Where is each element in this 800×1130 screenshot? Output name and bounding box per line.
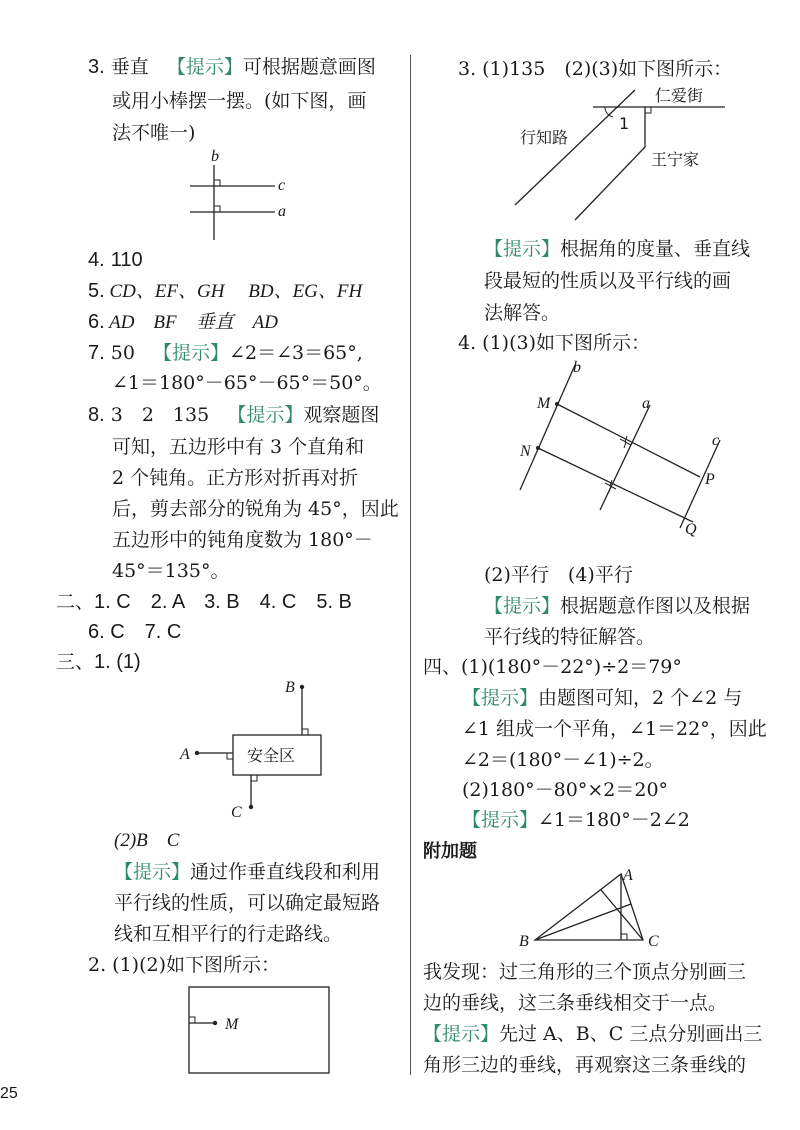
section-3-q2: 2. (1)(2)如下图所示： [88, 954, 280, 976]
section-4-hint-line3: ∠2＝(180°－∠1)÷2。 [462, 749, 664, 771]
right-q4-hint-line1: 【提示】根据题意作图以及根据 [484, 595, 751, 617]
left-q3-line3: 法不唯一) [112, 122, 196, 144]
left-q8-line5: 五边形中的钝角度数为 180°－ [112, 529, 373, 551]
road-label: 行知路 [520, 128, 569, 147]
rectangle-M-diagram [185, 985, 335, 1080]
street-label: 仁爱街 [655, 86, 704, 105]
left-q4: 4. 110 [88, 249, 143, 271]
point-B: B [285, 679, 295, 696]
section-3-hint-line3: 线和互相平行的行走路线。 [114, 923, 343, 945]
right-q4-sub: (2)平行 (4)平行 [484, 564, 633, 586]
triangle-altitudes-diagram [515, 862, 675, 952]
section-3-sub2: (2)B C [114, 830, 180, 851]
point-P-label: P [705, 471, 715, 488]
right-q3-line: 3. (1)135 (2)(3)如下图所示： [458, 58, 733, 80]
parallel-lines-diagram [515, 360, 735, 550]
left-q8-line6: 45°＝135°。 [112, 560, 230, 582]
section-4-hint-line1: 【提示】由题图可知，2 个∠2 与 [462, 687, 743, 709]
left-q5: 5. CD、EF、GH BD、EG、FH [88, 280, 363, 302]
street-diagram [505, 85, 735, 225]
point-A: A [180, 746, 190, 763]
point-M-label: M [537, 395, 551, 412]
left-q6: 6. AD BF 垂直 AD [88, 311, 278, 333]
box-label: 安全区 [247, 746, 296, 765]
label-c: c [278, 177, 286, 194]
label-b: b [211, 148, 219, 165]
extra-hint-line1: 【提示】先过 A、B、C 三点分别画出三 [423, 1023, 763, 1045]
extra-finding-line1: 我发现：过三角形的三个顶点分别画三 [423, 961, 747, 983]
extra-hint-line2: 角形三边的垂线，再观察这三条垂线的 [423, 1054, 747, 1076]
left-q8-line3: 2 个钝角。正方形对折再对折 [112, 467, 359, 489]
angle-1-label: 1 [619, 114, 630, 133]
line-b-label: b [573, 359, 581, 376]
left-q8-line4: 后，剪去部分的锐角为 45°，因此 [112, 498, 399, 520]
point-C: C [231, 804, 242, 821]
section-2-line2: 6. C 7. C [88, 621, 182, 643]
right-q3-hint-line3: 法解答。 [484, 302, 561, 324]
label-a: a [278, 203, 286, 220]
column-divider [410, 55, 411, 1075]
triangle-A-label: A [623, 867, 633, 884]
right-q4-hint-line2: 平行线的特征解答。 [484, 626, 656, 648]
left-q7-line1: 7. 50 【提示】∠2＝∠3＝65°, [88, 342, 363, 364]
right-q3-hint-line1: 【提示】根据角的度量、垂直线 [484, 238, 751, 260]
extra-title: 附加题 [423, 841, 477, 861]
left-q7-line2: ∠1＝180°－65°－65°＝50°。 [112, 372, 382, 394]
line-a-label: a [642, 395, 650, 412]
point-Q-label: Q [685, 521, 697, 538]
section-3-hint-line2: 平行线的性质，可以确定最短路 [114, 892, 381, 914]
section-4-hint-line2: ∠1 组成一个平角，∠1＝22°，因此 [462, 718, 767, 740]
section-4-line1: 四、(1)(180°－22°)÷2＝79° [423, 656, 682, 678]
extra-finding-line2: 边的垂线，这三条垂线相交于一点。 [423, 992, 728, 1014]
safety-zone-diagram [175, 675, 335, 825]
right-q4-line: 4. (1)(3)如下图所示： [458, 332, 650, 354]
left-q3-line1: 3. 垂直 【提示】可根据题意画图 [88, 56, 376, 78]
section-3-hint-line1: 【提示】通过作垂直线段和利用 [114, 861, 381, 883]
page-number: 25 [0, 1085, 18, 1102]
line-c-label: c [712, 432, 720, 449]
section-3-q1: 三、1. (1) [56, 651, 141, 673]
home-label: 王宁家 [651, 150, 700, 169]
triangle-C-label: C [648, 933, 659, 950]
left-q8-line2: 可知，五边形中有 3 个直角和 [112, 436, 365, 458]
point-M: M [225, 1016, 239, 1033]
triangle-B-label: B [519, 933, 529, 950]
section-2-line1: 二、1. C 2. A 3. B 4. C 5. B [56, 591, 352, 613]
left-q3-line2: 或用小棒摆一摆。(如下图，画 [112, 90, 367, 112]
perpendicular-lines-diagram [180, 145, 300, 245]
right-q3-hint-line2: 段最短的性质以及平行线的画 [484, 270, 732, 292]
section-4-line2: (2)180°－80°×2＝20° [462, 779, 669, 801]
point-N-label: N [520, 443, 531, 460]
left-q8-line1: 8. 3 2 135 【提示】观察题图 [88, 404, 380, 426]
section-4-hint2: 【提示】∠1＝180°－2∠2 [462, 809, 690, 831]
